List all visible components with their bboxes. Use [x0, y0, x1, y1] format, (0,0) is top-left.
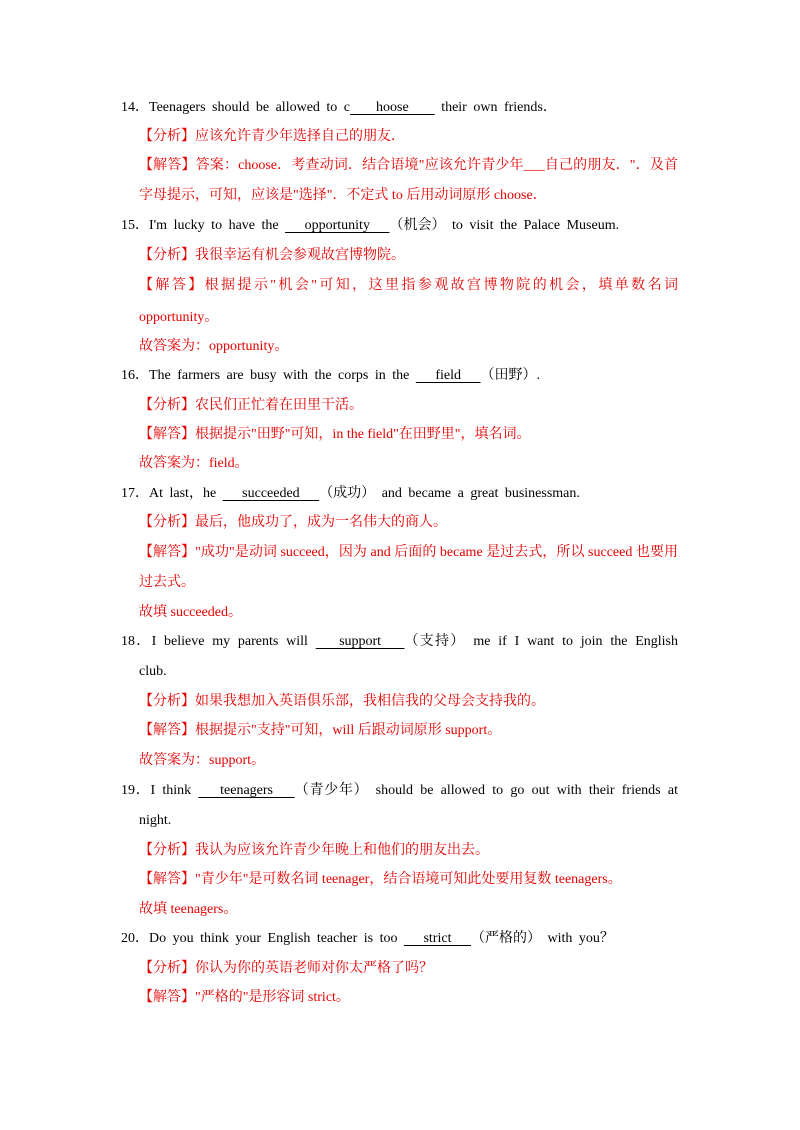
analysis-16: 【分析】农民们正忙着在田里干活。 [139, 398, 363, 413]
solution-19-line1: 【解答】"青少年"是可数名词 teenager，结合语境可知此处要用复数 teenagers。 [139, 872, 622, 887]
answer-blank: hoose [350, 100, 435, 115]
question-text: Do you think your English teacher is too [149, 931, 404, 946]
question-text: At last，he [149, 486, 223, 501]
solution-14-line2: 字母提示，可知，应该是"选择"．不定式 to 后用动词原形 choose． [139, 188, 547, 203]
conclusion-17: 故填 succeeded。 [139, 605, 243, 620]
analysis-15: 【分析】我很幸运有机会参观故宫博物院。 [139, 248, 405, 263]
conclusion-19: 故填 teenagers。 [139, 902, 238, 917]
question-number: 15． [121, 218, 149, 233]
analysis-18: 【分析】如果我想加入英语俱乐部，我相信我的父母会支持我的。 [139, 694, 545, 709]
solution-15-line2: opportunity。 [139, 310, 219, 325]
question-text-after: and became a great businessman. [375, 486, 580, 501]
question-number: 19． [121, 783, 151, 798]
solution-16-line1: 【解答】根据提示"田野"可知，in the field"在田野里"，填名词。 [139, 427, 531, 442]
question-text: Teenagers should be allowed to c [149, 100, 351, 115]
question-text-after: their own friends． [434, 100, 557, 115]
question-text-after: to visit the Palace Museum. [445, 218, 620, 233]
question-text-after: with you？ [540, 931, 614, 946]
question-number: 16． [121, 368, 149, 383]
answer-blank: field [415, 368, 481, 383]
question-18-continuation: club. [139, 664, 167, 679]
question-17 [121, 484, 678, 504]
analysis-17: 【分析】最后，他成功了，成为一名伟大的商人。 [139, 515, 447, 530]
question-number: 18． [121, 634, 152, 649]
question-text-after: me if I want to join the English [465, 634, 678, 649]
question-18 [121, 632, 678, 652]
question-text: The farmers are busy with the corps in the [149, 368, 416, 383]
question-15 [121, 216, 678, 236]
question-text: I'm lucky to have the [149, 218, 286, 233]
analysis-14: 【分析】应该允许青少年选择自己的朋友． [139, 129, 405, 144]
solution-17-line1: 【解答】"成功"是动词 succeed，因为 and 后面的 became 是过去式，所以 succeed 也要用 [139, 545, 678, 560]
question-hint: （机会） [389, 218, 446, 233]
question-16 [121, 366, 678, 386]
question-text: I think [150, 783, 199, 798]
solution-17-line2: 过去式。 [139, 575, 195, 590]
question-19-continuation: night. [139, 813, 172, 828]
solution-14-line1: 【解答】答案：choose．考查动词．结合语境"应该允许青少年___自己的朋友．"．及首 [139, 158, 678, 173]
solution-15-line1: 【解答】根据提示"机会"可知，这里指参观故宫博物院的机会，填单数名词 [139, 278, 678, 293]
question-hint: （青少年） [294, 783, 369, 798]
question-text: I believe my parents will [151, 634, 316, 649]
question-14 [121, 98, 678, 118]
conclusion-15: 故答案为：opportunity。 [139, 339, 289, 354]
question-20 [121, 929, 678, 949]
conclusion-16: 故答案为：field。 [139, 456, 249, 471]
answer-blank: teenagers [198, 783, 295, 798]
analysis-20: 【分析】你认为你的英语老师对你太严格了吗？ [139, 961, 433, 976]
answer-blank: opportunity [285, 218, 390, 233]
question-hint: （田野）. [480, 368, 541, 383]
question-number: 17． [121, 486, 149, 501]
question-number: 14． [121, 100, 149, 115]
analysis-19: 【分析】我认为应该允许青少年晚上和他们的朋友出去。 [139, 843, 489, 858]
solution-20-line1: 【解答】"严格的"是形容词 strict。 [139, 990, 350, 1005]
question-hint: （严格的） [470, 931, 541, 946]
answer-blank: support [315, 634, 405, 649]
conclusion-18: 故答案为：support。 [139, 753, 265, 768]
answer-blank: succeeded [222, 486, 320, 501]
question-hint: （支持） [404, 634, 466, 649]
question-number: 20． [121, 931, 149, 946]
question-19 [121, 781, 678, 801]
question-text-after: should be allowed to go out with their friends at [368, 783, 678, 798]
solution-18-line1: 【解答】根据提示"支持"可知，will 后跟动词原形 support。 [139, 723, 502, 738]
answer-blank: strict [403, 931, 471, 946]
question-hint: （成功） [319, 486, 376, 501]
